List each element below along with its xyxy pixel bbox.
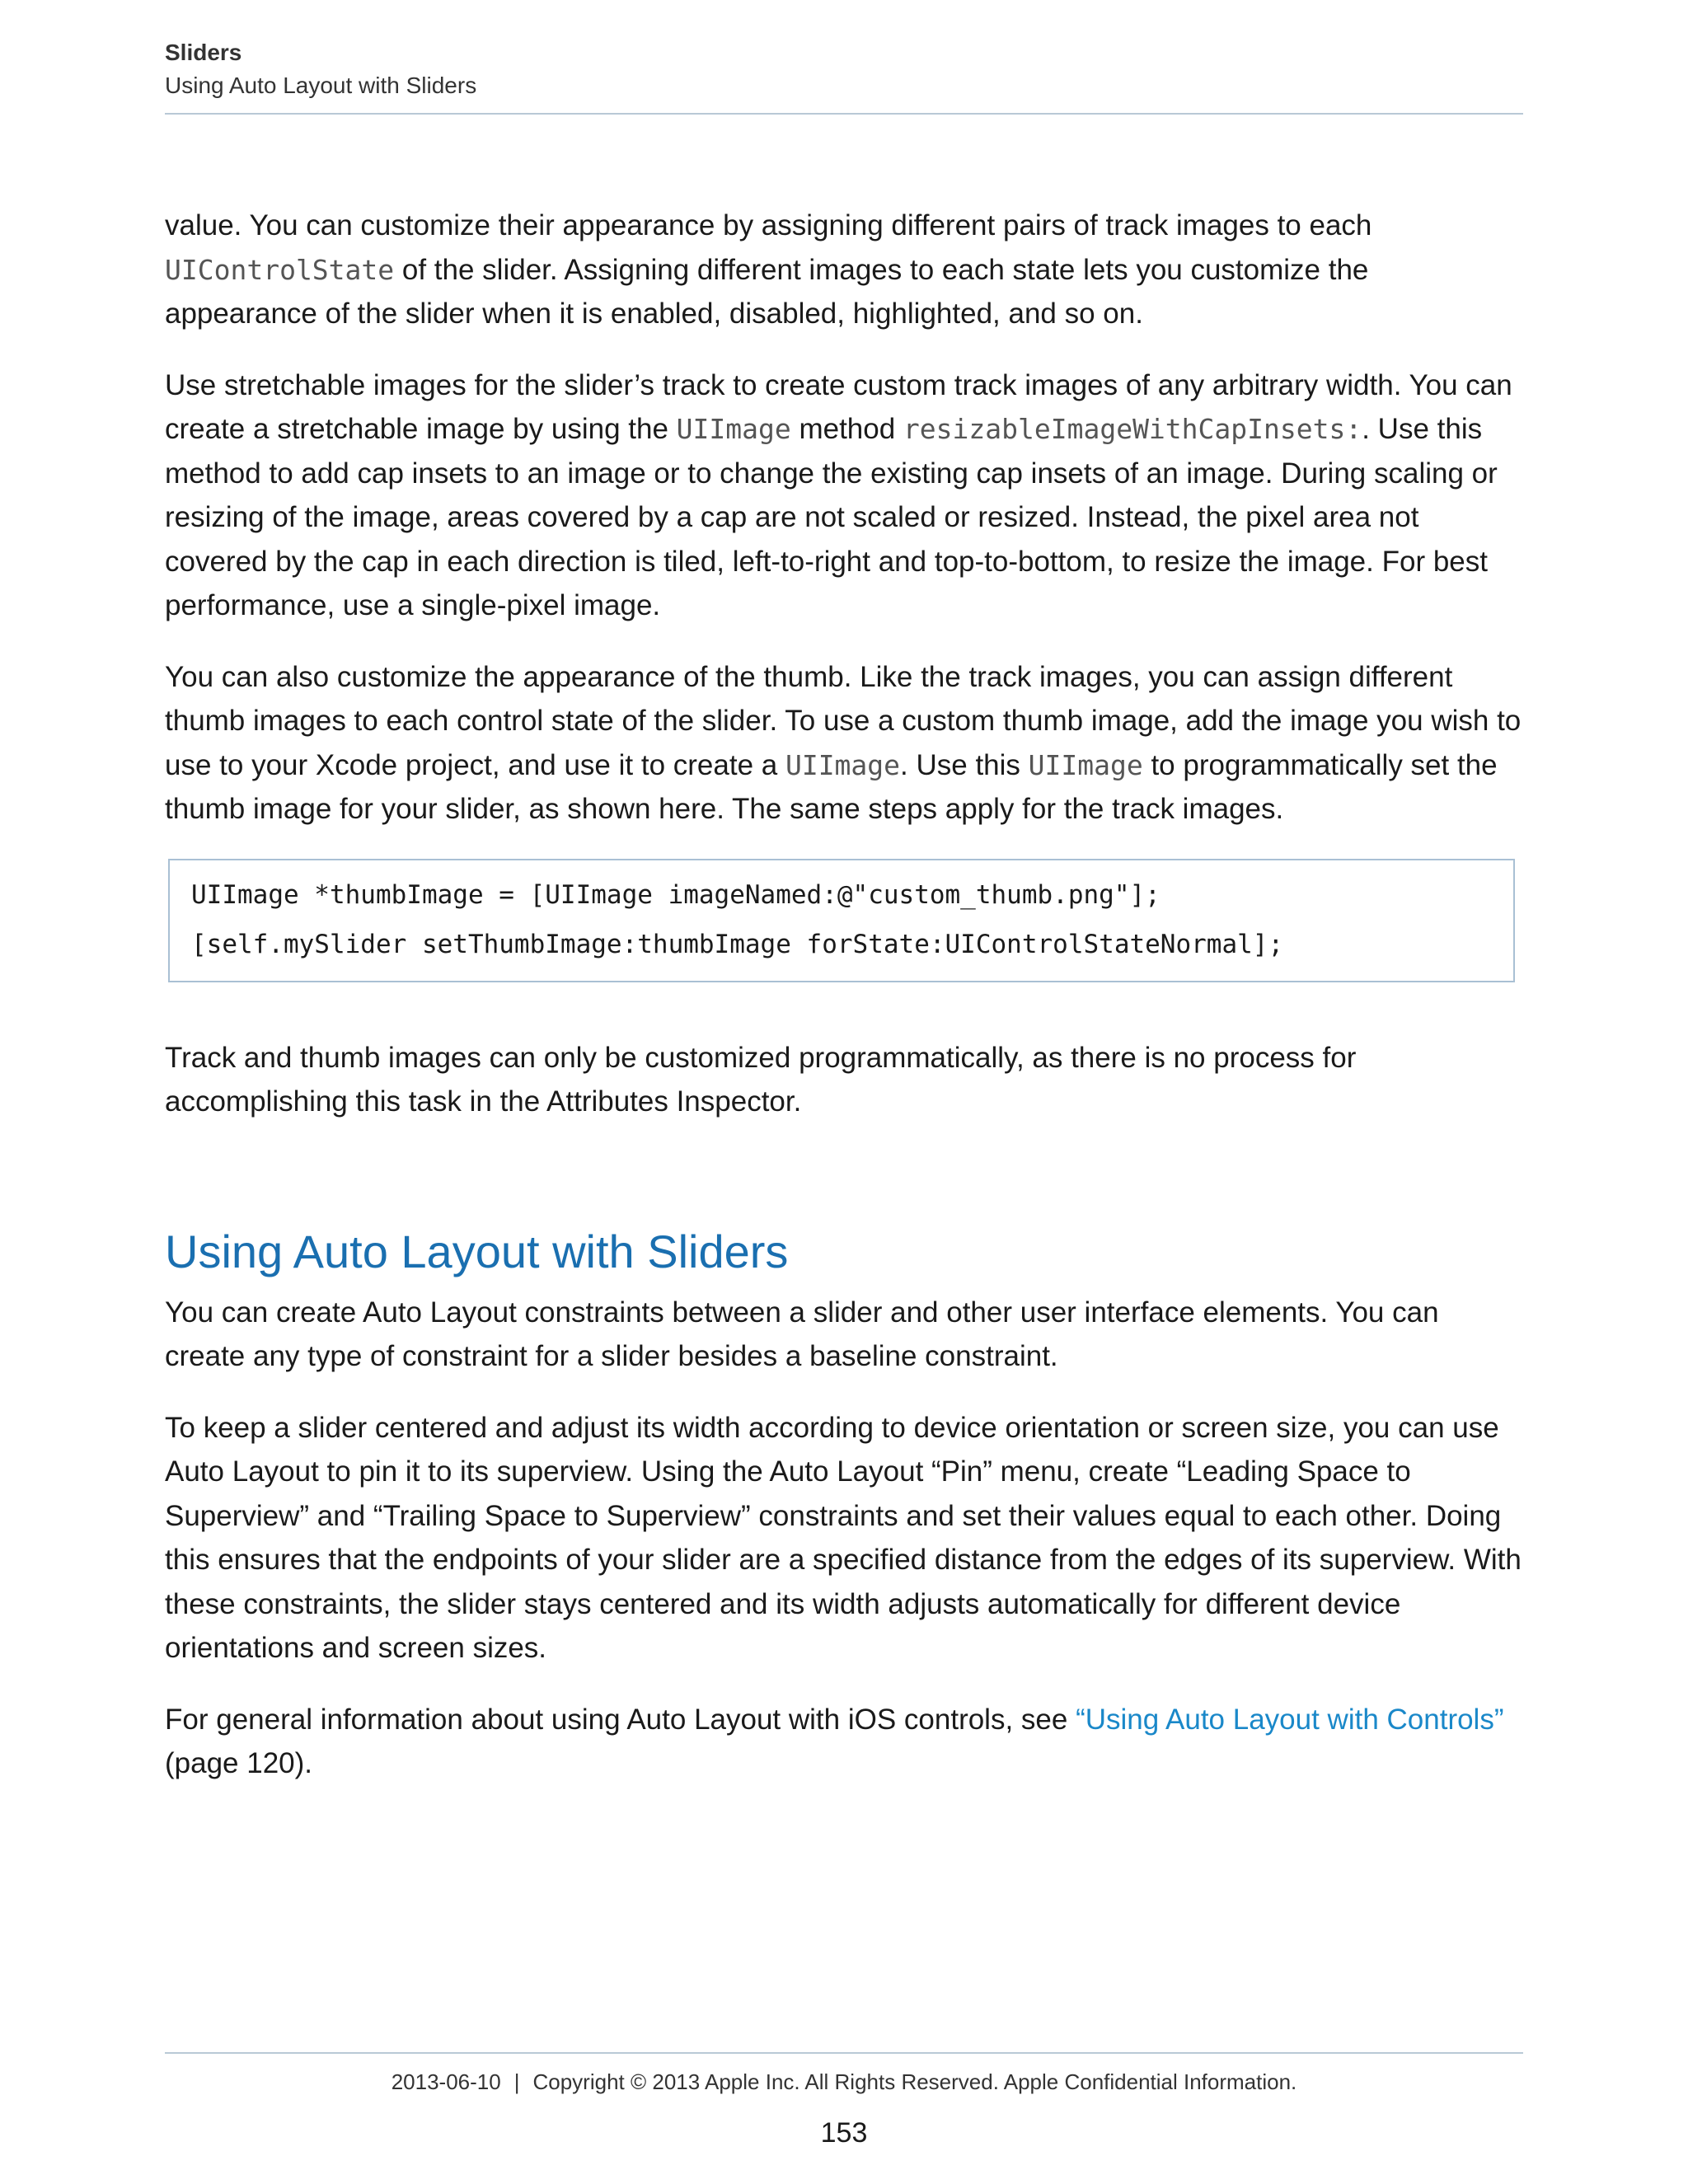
footer-date: 2013-06-10	[391, 2069, 501, 2094]
footer-copyright: Copyright © 2013 Apple Inc. All Rights Reserved. Apple Confidential Information.	[532, 2069, 1297, 2094]
paragraph-text: to programmatically set the thumb image for your slider, as shown here. The same steps apply for the track images.	[165, 748, 1498, 825]
paragraph-text: of the slider. Assigning different images to each state lets you customize the appearance of the slider when it is enabled, disabled, highlighted, and so on.	[165, 253, 1369, 330]
paragraph-text: You can also customize the appearance of the thumb. Like the track images, you can assign different thumb images to each control state of the slider. To use a custom thumb image, add the image you wish to use to your Xcode project, and use it to create a	[165, 660, 1522, 781]
footer-separator: |	[513, 2069, 520, 2094]
paragraph-text: . Use this	[900, 748, 1029, 781]
paragraph-stretchable-images	[165, 363, 1523, 628]
inline-code: UIImage	[785, 748, 901, 781]
code-line: [self.mySlider setThumbImage:thumbImage forState:UIControlStateNormal];	[191, 929, 1284, 959]
paragraph-text: method	[790, 413, 903, 445]
header-divider	[165, 113, 1523, 115]
code-listing	[168, 859, 1515, 982]
inline-code: UIControlState	[165, 253, 395, 286]
footer-divider	[165, 2052, 1523, 2054]
paragraph-text: . Use this method to add cap insets to an image or to change the existing cap insets of an image. During scaling or resizing of the image, areas covered by a cap are not scaled or resized. Instead, the pixel area not covered by the cap in each direction is tiled, left-to-right and top-to-bottom, to resize the image. For best performance, use a single-pixel image.	[165, 413, 1498, 621]
inline-code: UIImage	[676, 413, 791, 445]
paragraph-thumb-appearance	[165, 655, 1523, 832]
paragraph-track-states	[165, 204, 1523, 336]
paragraph-text: For general information about using Auto Layout with iOS controls, see	[165, 1703, 1076, 1736]
paragraph-programmatic-only: Track and thumb images can only be customized programmatically, as there is no process for accomplishing this task in the Attributes Inspector.	[165, 1041, 1357, 1118]
paragraph-centered-slider: To keep a slider centered and adjust its width according to device orientation or screen size, you can use Auto Layout to pin it to its superview. Using the Auto Layout “Pin” menu, create “Leading Space to Superview” and “Trailing Space to Superview” constraints and set their values equal to each other. Doing this ensures that the endpoints of your slider are a specified distance from the edges of its superview. With these constraints, the slider stays centered and its width adjusts automatically for different device orientations and screen sizes.	[165, 1411, 1522, 1664]
running-header	[165, 36, 1523, 102]
footer	[165, 2067, 1523, 2097]
section-heading: Using Auto Layout with Sliders	[165, 1225, 789, 1277]
cross-reference-link[interactable]: “Using Auto Layout with Controls”	[1076, 1703, 1504, 1736]
inline-code: resizableImageWithCapInsets:	[903, 413, 1362, 445]
paragraph-auto-layout-constraints: You can create Auto Layout constraints between a slider and other user interface elements. You can create any type of constraint for a slider besides a baseline constraint.	[165, 1296, 1439, 1372]
code-line: UIImage *thumbImage = [UIImage imageNamed:@"custom_thumb.png"];	[191, 879, 1160, 910]
paragraph-text: Use stretchable images for the slider’s track to create custom track images of any arbitrary width. You can create a stretchable image by using the	[165, 368, 1512, 445]
main-content	[165, 204, 1523, 1813]
header-section-title: Using Auto Layout with Sliders	[165, 73, 477, 98]
paragraph-see-also	[165, 1698, 1523, 1786]
paragraph-text: value. You can customize their appearance by assigning different pairs of track images to each	[165, 209, 1372, 241]
inline-code: UIImage	[1028, 748, 1143, 781]
page-number: 153	[820, 2117, 868, 2149]
paragraph-text: (page 120).	[165, 1747, 313, 1779]
header-chapter-title: Sliders	[165, 40, 242, 65]
